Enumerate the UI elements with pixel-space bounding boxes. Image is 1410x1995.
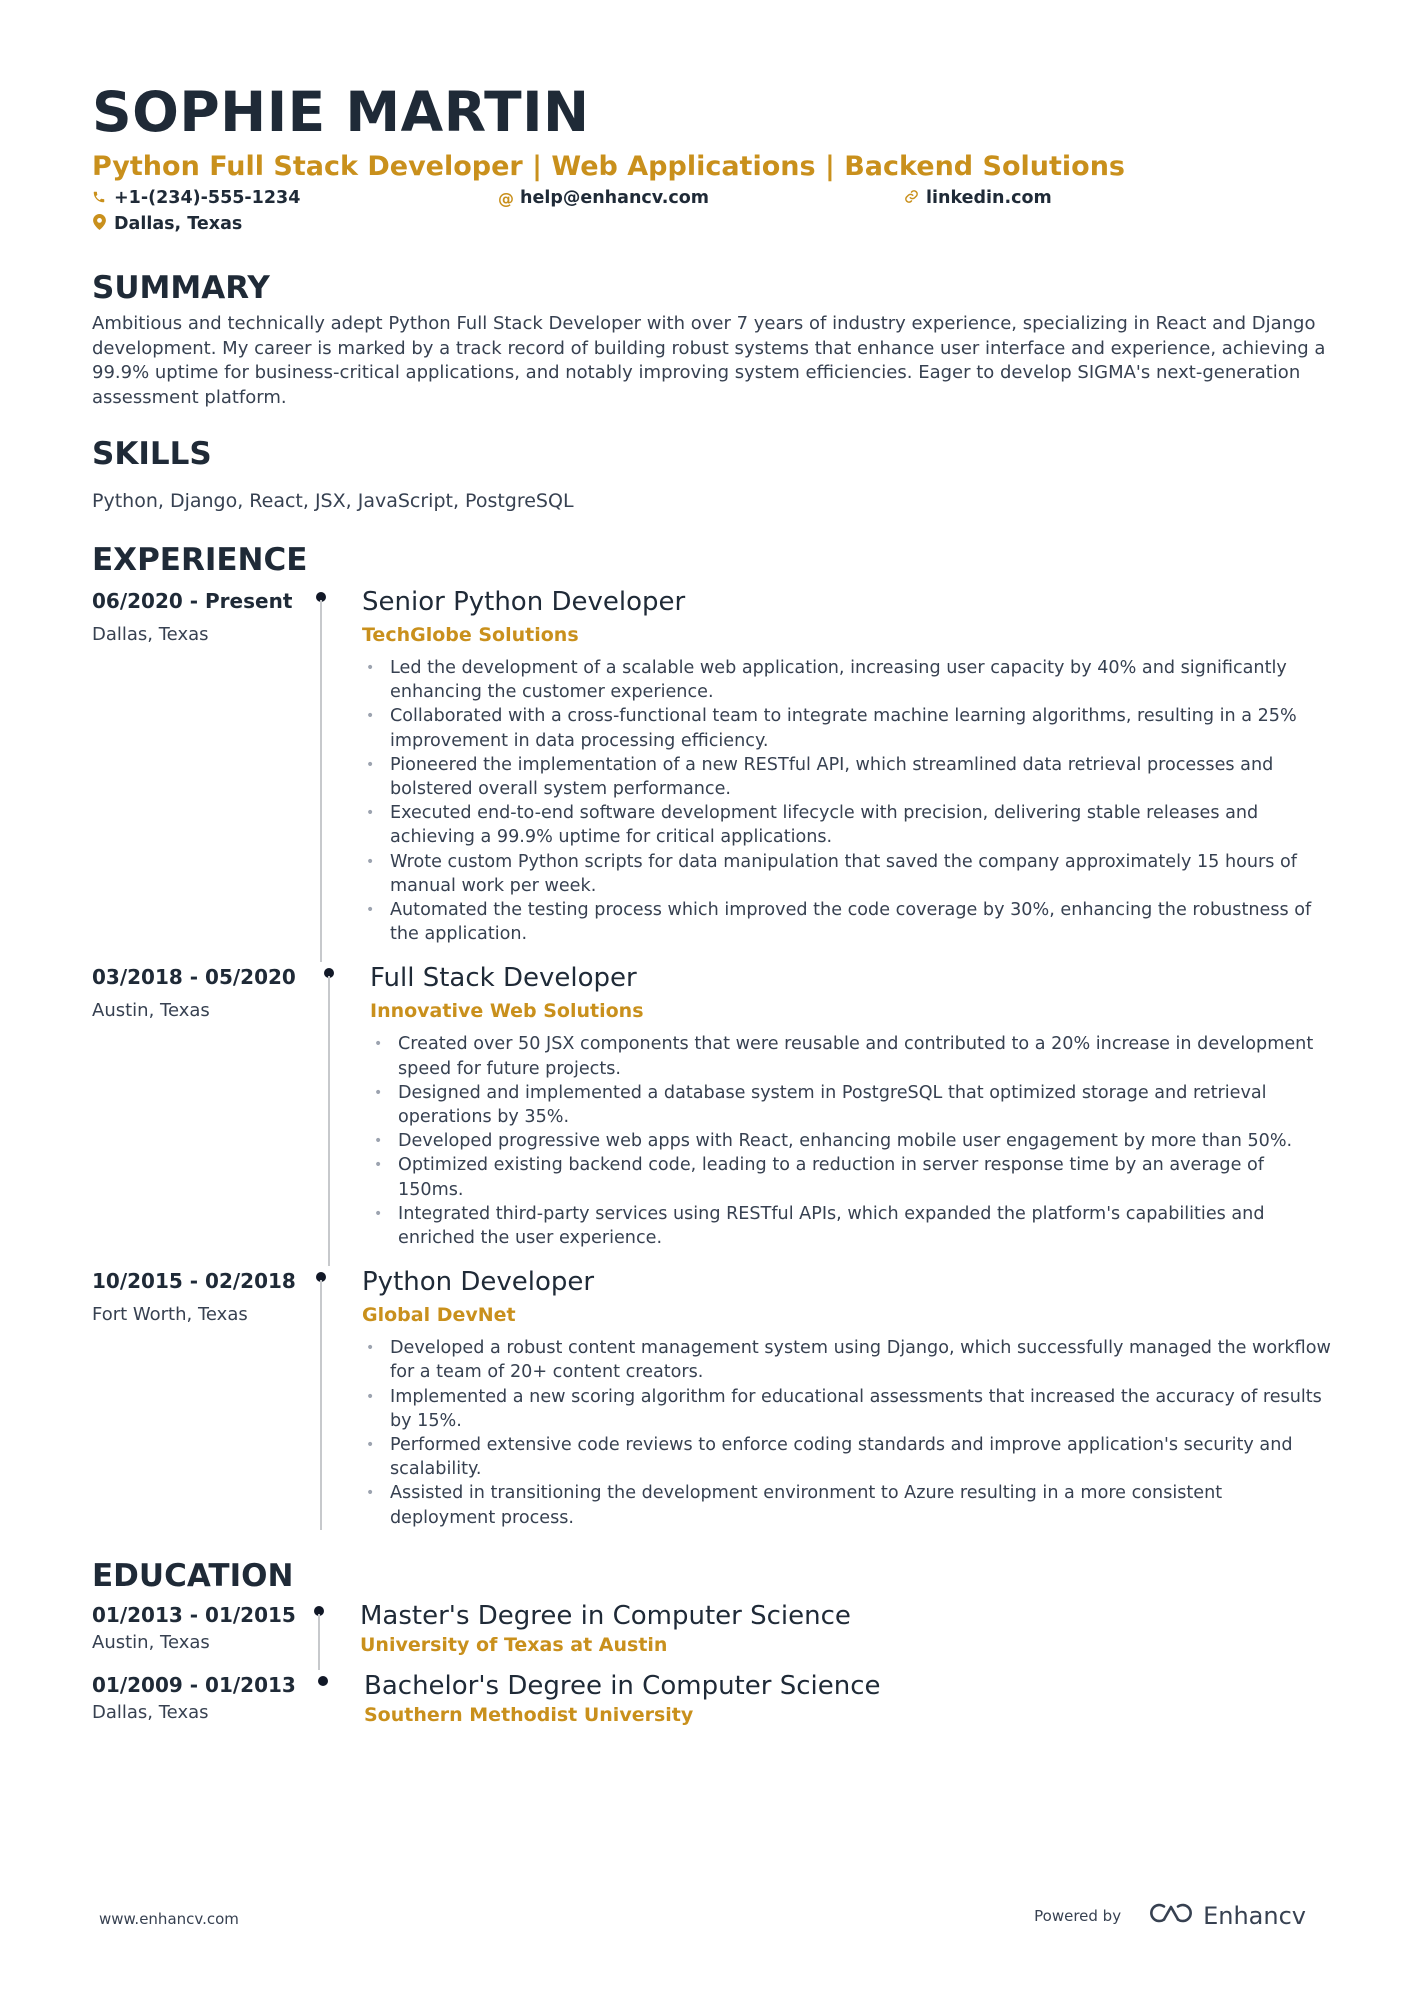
achievement-item: • Executed end-to-end software development lifecycle with precision, delivering stable releases and achieving a 99.9% uptime for critical applications. (362, 801, 1332, 849)
summary-section (92, 268, 1332, 410)
degree-name: Master's Degree in Computer Science (360, 1600, 851, 1631)
entry-date: 01/2013 - 01/2015 (92, 1602, 296, 1627)
school-name: Southern Methodist University (364, 1703, 694, 1726)
company-name: Innovative Web Solutions (370, 1000, 644, 1023)
at-icon: @ (498, 188, 514, 208)
timeline-line (318, 1614, 320, 1670)
entry-date: 10/2015 - 02/2018 (92, 1269, 296, 1294)
map-pin-icon (92, 214, 106, 234)
degree-name: Bachelor's Degree in Computer Science (364, 1670, 881, 1701)
contact-phone[interactable] (92, 188, 300, 208)
achievement-item: • Assisted in transitioning the development environment to Azure resulting in a more consistent deployment process. (362, 1481, 1332, 1529)
contact-linkedin[interactable] (904, 188, 1052, 208)
achievement-item: • Collaborated with a cross-functional team to integrate machine learning algorithms, resulting in a 25% improvement in data processing efficiency. (362, 704, 1332, 752)
timeline-line (328, 976, 330, 1266)
contact-location (92, 214, 242, 234)
company-name: Global DevNet (362, 1304, 516, 1327)
achievement-item: • Automated the testing process which improved the code coverage by 30%, enhancing the robustness of the application. (362, 898, 1332, 946)
experience-entry (92, 1266, 1332, 1530)
entry-location: Dallas, Texas (92, 1701, 209, 1723)
achievement-list (362, 656, 1332, 946)
education-entry (92, 1670, 1332, 1728)
link-icon (904, 189, 918, 208)
entry-date: 01/2009 - 01/2013 (92, 1672, 296, 1697)
skills-section (92, 434, 1332, 512)
education-timeline (92, 1600, 1332, 1728)
company-name: TechGlobe Solutions (362, 624, 579, 646)
job-title: Full Stack Developer (370, 963, 637, 994)
job-title: Senior Python Developer (362, 587, 686, 617)
linkedin-text: linkedin.com (926, 188, 1052, 208)
achievement-item: • Optimized existing backend code, leading to a reduction in server response time by an average of 150ms. (370, 1153, 1332, 1201)
timeline-dot (318, 1676, 328, 1686)
contact-info (92, 188, 1332, 242)
enhancv-logo-icon (1147, 1900, 1195, 1932)
school-name: University of Texas at Austin (360, 1633, 668, 1656)
phone-icon (92, 189, 106, 208)
contact-email[interactable] (498, 188, 709, 208)
achievement-item: • Implemented a new scoring algorithm for educational assessments that increased the accuracy of results by 15%. (362, 1385, 1332, 1433)
entry-date: 03/2018 - 05/2020 (92, 965, 296, 990)
education-title: EDUCATION (92, 1557, 294, 1594)
phone-text: +1-(234)-555-1234 (114, 188, 301, 208)
entry-location: Dallas, Texas (92, 624, 209, 645)
achievement-item: • Created over 50 JSX components that were reusable and contributed to a 20% increase in development speed for future projects. (370, 1032, 1332, 1080)
achievement-item: • Pioneered the implementation of a new RESTful API, which streamlined data retrieval processes and bolstered overall system performance. (362, 753, 1332, 801)
experience-entry (92, 586, 1332, 962)
enhancv-logo[interactable] (1147, 1900, 1306, 1932)
experience-entry (92, 962, 1332, 1266)
experience-timeline (92, 586, 1332, 1530)
resume-page (92, 80, 1332, 1728)
experience-section (92, 540, 1332, 1530)
achievement-item: • Developed a robust content management system using Django, which successfully managed the workflow for a team of 20+ content creators. (362, 1336, 1332, 1384)
summary-text: Ambitious and technically adept Python Full Stack Developer with over 7 years of industry experience, specializing in React and Django development. My career is marked by a track record of building robust systems that enhance user interface and experience, achieving a 99.9% uptime for business-critical applications, and notably improving system efficiencies. Eager to develop SIGMA's next-generation assessment platform. (92, 313, 1326, 408)
entry-location: Austin, Texas (92, 1631, 210, 1653)
achievement-item: • Performed extensive code reviews to enforce coding standards and improve application's security and scalability. (362, 1433, 1332, 1481)
skills-title: SKILLS (92, 436, 212, 472)
timeline-line (320, 1280, 322, 1530)
achievement-list (370, 1032, 1332, 1250)
entry-location: Fort Worth, Texas (92, 1304, 248, 1326)
location-text: Dallas, Texas (114, 214, 243, 234)
achievement-list (362, 1336, 1332, 1530)
achievement-item: • Developed progressive web apps with React, enhancing mobile user engagement by more than 50%. (370, 1129, 1332, 1153)
education-section (92, 1556, 1332, 1728)
entry-date: 06/2020 - Present (92, 589, 293, 613)
timeline-line (320, 600, 322, 962)
entry-location: Austin, Texas (92, 1000, 210, 1022)
summary-title: SUMMARY (92, 270, 270, 306)
education-entry (92, 1600, 1332, 1670)
achievement-item: • Wrote custom Python scripts for data manipulation that saved the company approximately 15 hours of manual work per week. (362, 850, 1332, 898)
powered-by-text: Powered by (1034, 1907, 1122, 1925)
achievement-item: • Designed and implemented a database system in PostgreSQL that optimized storage and retrieval operations by 35%. (370, 1081, 1332, 1129)
job-title: Python Developer (362, 1267, 595, 1298)
candidate-name: SOPHIE MARTIN (92, 80, 590, 144)
achievement-item: • Led the development of a scalable web application, increasing user capacity by 40% and significantly enhancing the customer experience. (362, 656, 1332, 704)
footer-website[interactable]: www.enhancv.com (99, 1910, 239, 1928)
experience-title: EXPERIENCE (92, 542, 308, 578)
footer-branding (1034, 1900, 1306, 1932)
skills-list: Python, Django, React, JSX, JavaScript, PostgreSQL (92, 490, 574, 512)
brand-name: Enhancv (1203, 1902, 1306, 1930)
headline: Python Full Stack Developer | Web Applications | Backend Solutions (92, 151, 1125, 182)
email-text: help@enhancv.com (520, 188, 710, 208)
achievement-item: • Integrated third-party services using RESTful APIs, which expanded the platform's capabilities and enriched the user experience. (370, 1202, 1332, 1250)
